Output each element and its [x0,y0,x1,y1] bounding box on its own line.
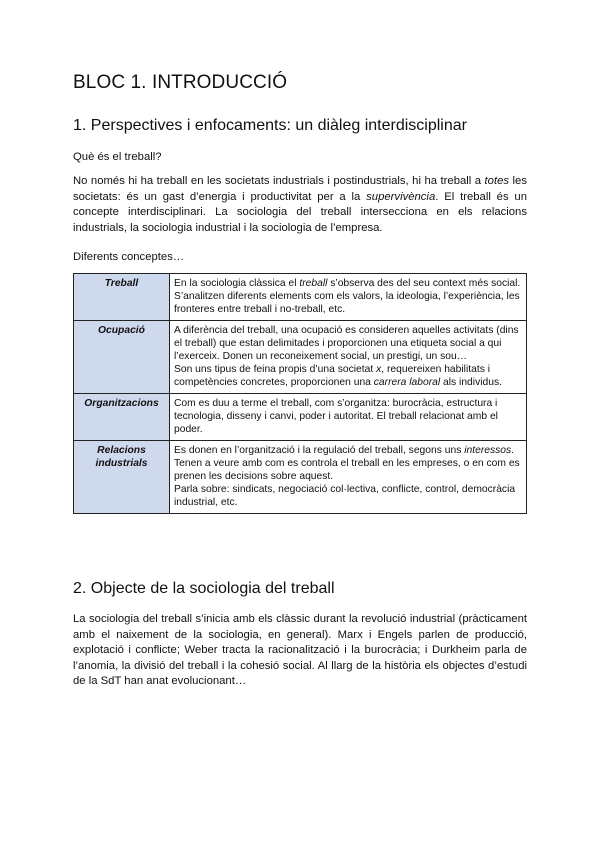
definition-text: s’observa des del seu context més social. S’analitzen diferents elements com els valors, la ideologia, l’experiència, les fronteres entre treball i no-treball, etc. [174,278,521,315]
question-text: Què és el treball? [73,151,162,163]
definition-cell [170,274,527,321]
definition-text: En la sociologia clàssica el [174,278,300,289]
term-cell: Organitzacions [74,394,170,441]
definition-text: Es donen en l’organització i la regulació del treball, segons uns [174,445,465,456]
table-row [74,441,527,514]
definition-text: als individus. [440,377,502,388]
intro-text: . El treball és un concepte interdisciplinari. La sociologia del treball intersecciona en els relacions industrials, la sociologia industrial i la sociologia de l’empresa. [73,190,527,234]
definition-emphasis: treball [299,278,328,289]
table-row [74,321,527,394]
definition-text: Parla sobre: sindicats, negociació col·lectiva, conflicte, control, democràcia industrial, etc. [174,484,516,508]
table-row [74,274,527,321]
definition-cell [170,394,527,441]
definition-text: A diferència del treball, una ocupació es consideren aquelles activitats (dins el treball) que estan delimitades i proporcionen una etiqueta social a qui l’exerceix. Donen un reconeixement social, un prestigi, un sou… [174,325,519,362]
intro-text: les societats: és un gast d’energia i productivitat per a la [73,175,527,203]
concepts-label: Diferents conceptes… [73,251,185,263]
section-2-title: 2. Objecte de la sociologia del treball [73,580,335,597]
definition-emphasis: interessos [464,445,512,456]
definition-text: Com es duu a terme el treball, com s’organitza: burocràcia, estructura i tecnologia, disseny i canvi, poder i autoritat. El treball relacionat amb el poder. [174,398,498,435]
term-cell: Ocupació [74,321,170,394]
term-cell: Treball [74,274,170,321]
intro-paragraph [73,174,527,236]
page-title: BLOC 1. INTRODUCCIÓ [73,72,288,93]
term-cell: Relacions industrials [74,441,170,514]
definition-cell [170,321,527,394]
definition-cell [170,441,527,514]
intro-text: No només hi ha treball en les societats industrials i postindustrials, hi ha treball a [73,175,485,187]
table-row [74,394,527,441]
definition-emphasis: carrera laboral [373,377,441,388]
definition-text: Son uns tipus de feina propis d’una societat [174,364,377,375]
definition-text: , requereixen habilitats i competències concretes, proporcionen una [174,364,490,388]
intro-emphasis: supervivència [366,190,436,203]
section-2-paragraph: La sociologia del treball s’inicia amb els clàssic durant la revolució industrial (pràcticament amb el naixement de la sociologia, en general). Marx i Engels parlen de producció, explotació i conflicte; Weber tracta la racionalització i la burocràcia; i Durkheim parla de l’anomia, la divisió del treball i la cohesió social. Al llarg de la història els objectes d’estudi de la SdT han anat evolucionant… [73,613,527,687]
definition-text: . Tenen a veure amb com es controla el treball en les empreses, o en com es prenen les decisions sobre aquest. [174,445,520,482]
intro-emphasis: totes [484,175,510,187]
definition-emphasis: x [376,364,382,375]
section-1-title: 1. Perspectives i enfocaments: un diàleg interdisciplinar [73,117,467,134]
concepts-table [73,273,527,514]
